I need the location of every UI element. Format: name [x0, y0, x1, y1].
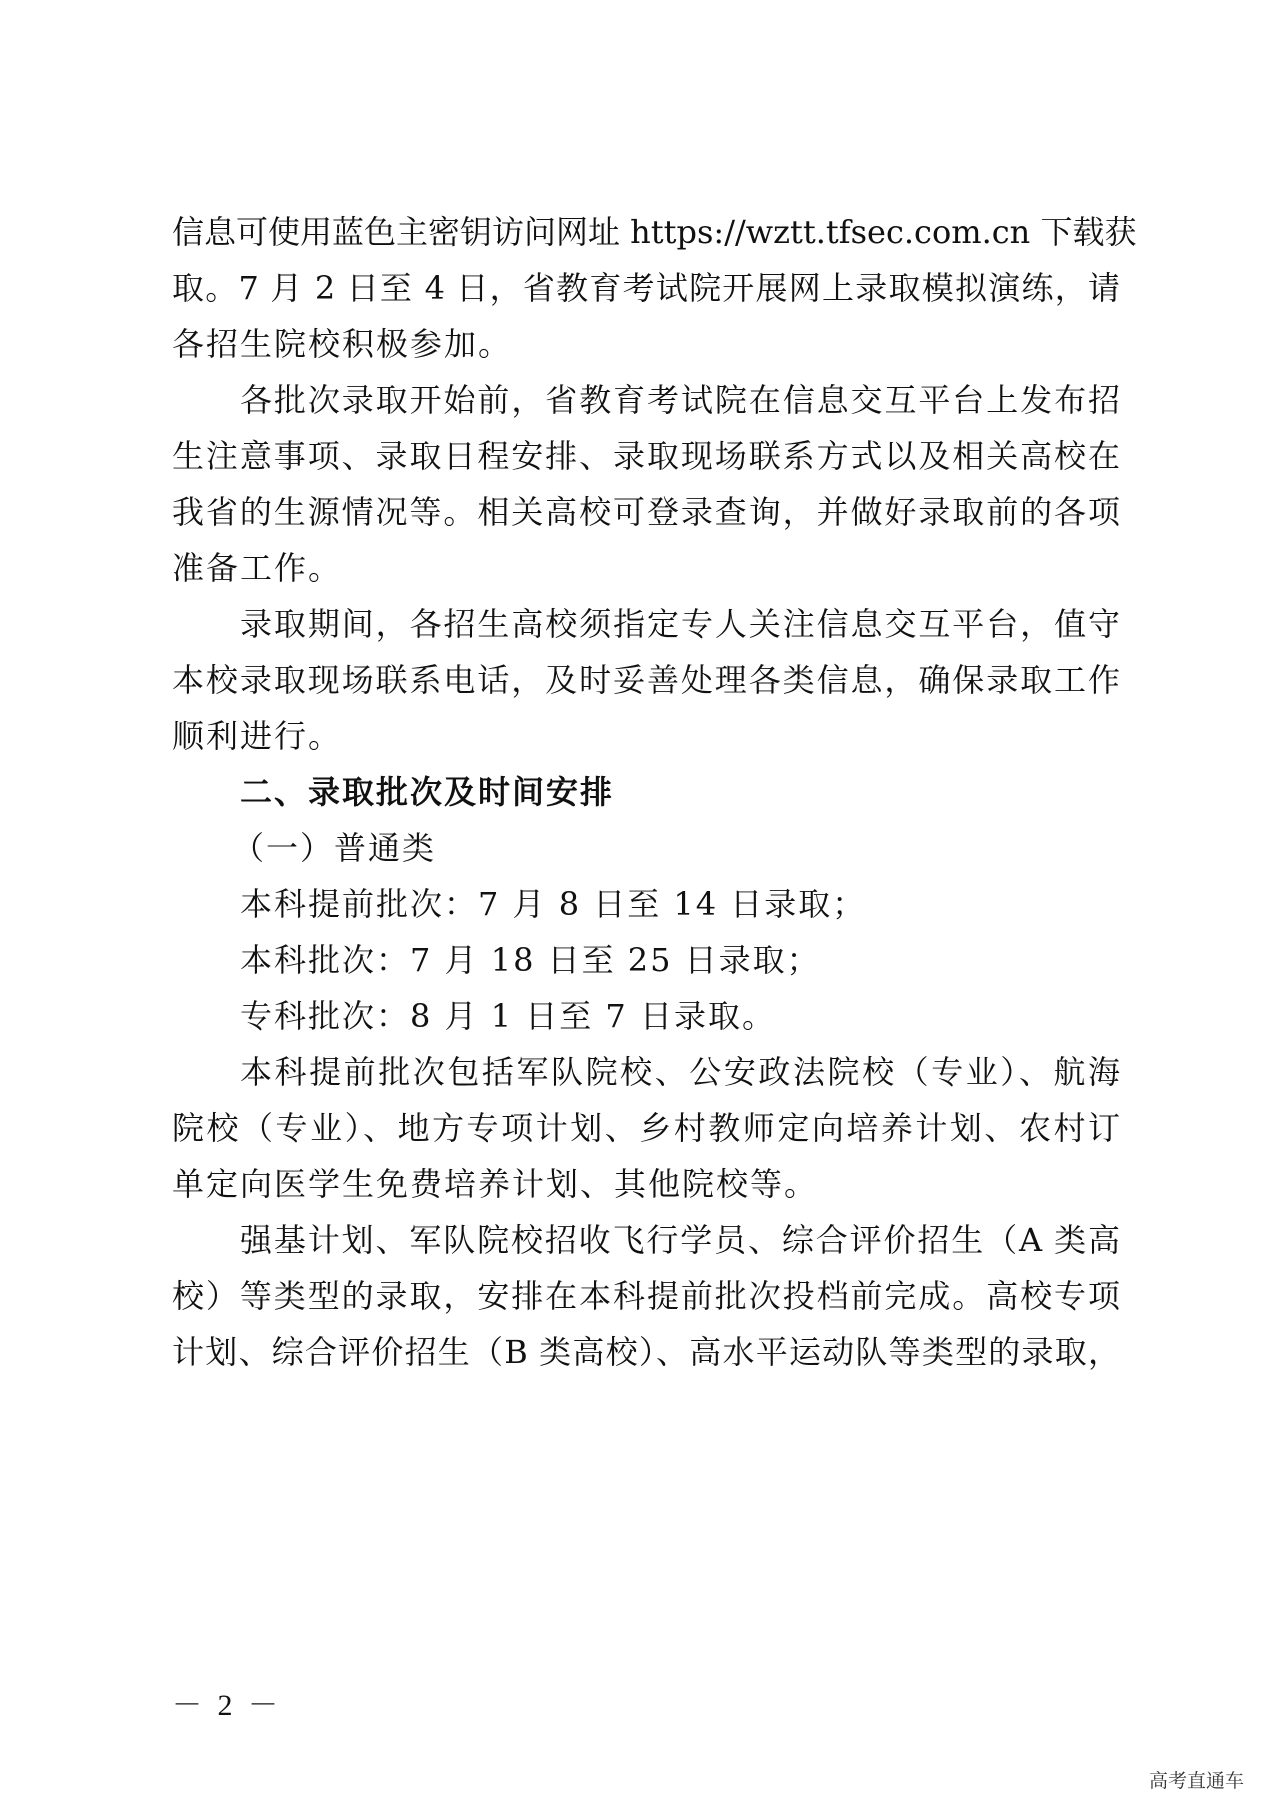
paragraph-line: 我省的生源情况等。相关高校可登录查询，并做好录取前的各项	[172, 493, 1120, 531]
paragraph-line: 准备工作。	[172, 549, 343, 587]
paragraph-line: 取。7 月 2 日至 4 日，省教育考试院开展网上录取模拟演练，请	[172, 269, 1120, 307]
page-number: － 2 －	[172, 1689, 282, 1722]
paragraph-line: 本校录取现场联系电话，及时妥善处理各类信息，确保录取工作	[172, 661, 1120, 699]
schedule-line: 本科提前批次：7 月 8 日至 14 日录取；	[240, 885, 867, 923]
paragraph-line: 计划、综合评价招生（B 类高校）、高水平运动队等类型的录取，	[172, 1333, 1120, 1371]
schedule-line: 专科批次：8 月 1 日至 7 日录取。	[240, 997, 776, 1035]
section-heading: 二、录取批次及时间安排	[240, 773, 615, 811]
paragraph-line: 强基计划、军队院校招收飞行学员、综合评价招生（A 类高	[240, 1221, 1120, 1259]
paragraph-line: 各批次录取开始前，省教育考试院在信息交互平台上发布招	[240, 381, 1120, 419]
paragraph-line: 录取期间，各招生高校须指定专人关注信息交互平台，值守	[240, 605, 1120, 643]
paragraph-line: 校）等类型的录取，安排在本科提前批次投档前完成。高校专项	[172, 1277, 1120, 1315]
paragraph-line: 各招生院校积极参加。	[172, 325, 513, 363]
paragraph-line: 单定向医学生免费培养计划、其他院校等。	[172, 1165, 819, 1203]
paragraph-line: 本科提前批次包括军队院校、公安政法院校（专业）、航海	[240, 1053, 1120, 1091]
watermark: 高考直通车	[1148, 1770, 1244, 1792]
subsection-heading: （一）普通类	[232, 829, 437, 867]
paragraph-line: 顺利进行。	[172, 717, 343, 755]
paragraph-line: 生注意事项、录取日程安排、录取现场联系方式以及相关高校在	[172, 437, 1120, 475]
paragraph-line: 院校（专业）、地方专项计划、乡村教师定向培养计划、农村订	[172, 1109, 1120, 1147]
paragraph-line: 信息可使用蓝色主密钥访问网址 https://wztt.tfsec.com.cn 下载获	[172, 213, 1137, 251]
schedule-line: 本科批次：7 月 18 日至 25 日录取；	[240, 941, 821, 979]
